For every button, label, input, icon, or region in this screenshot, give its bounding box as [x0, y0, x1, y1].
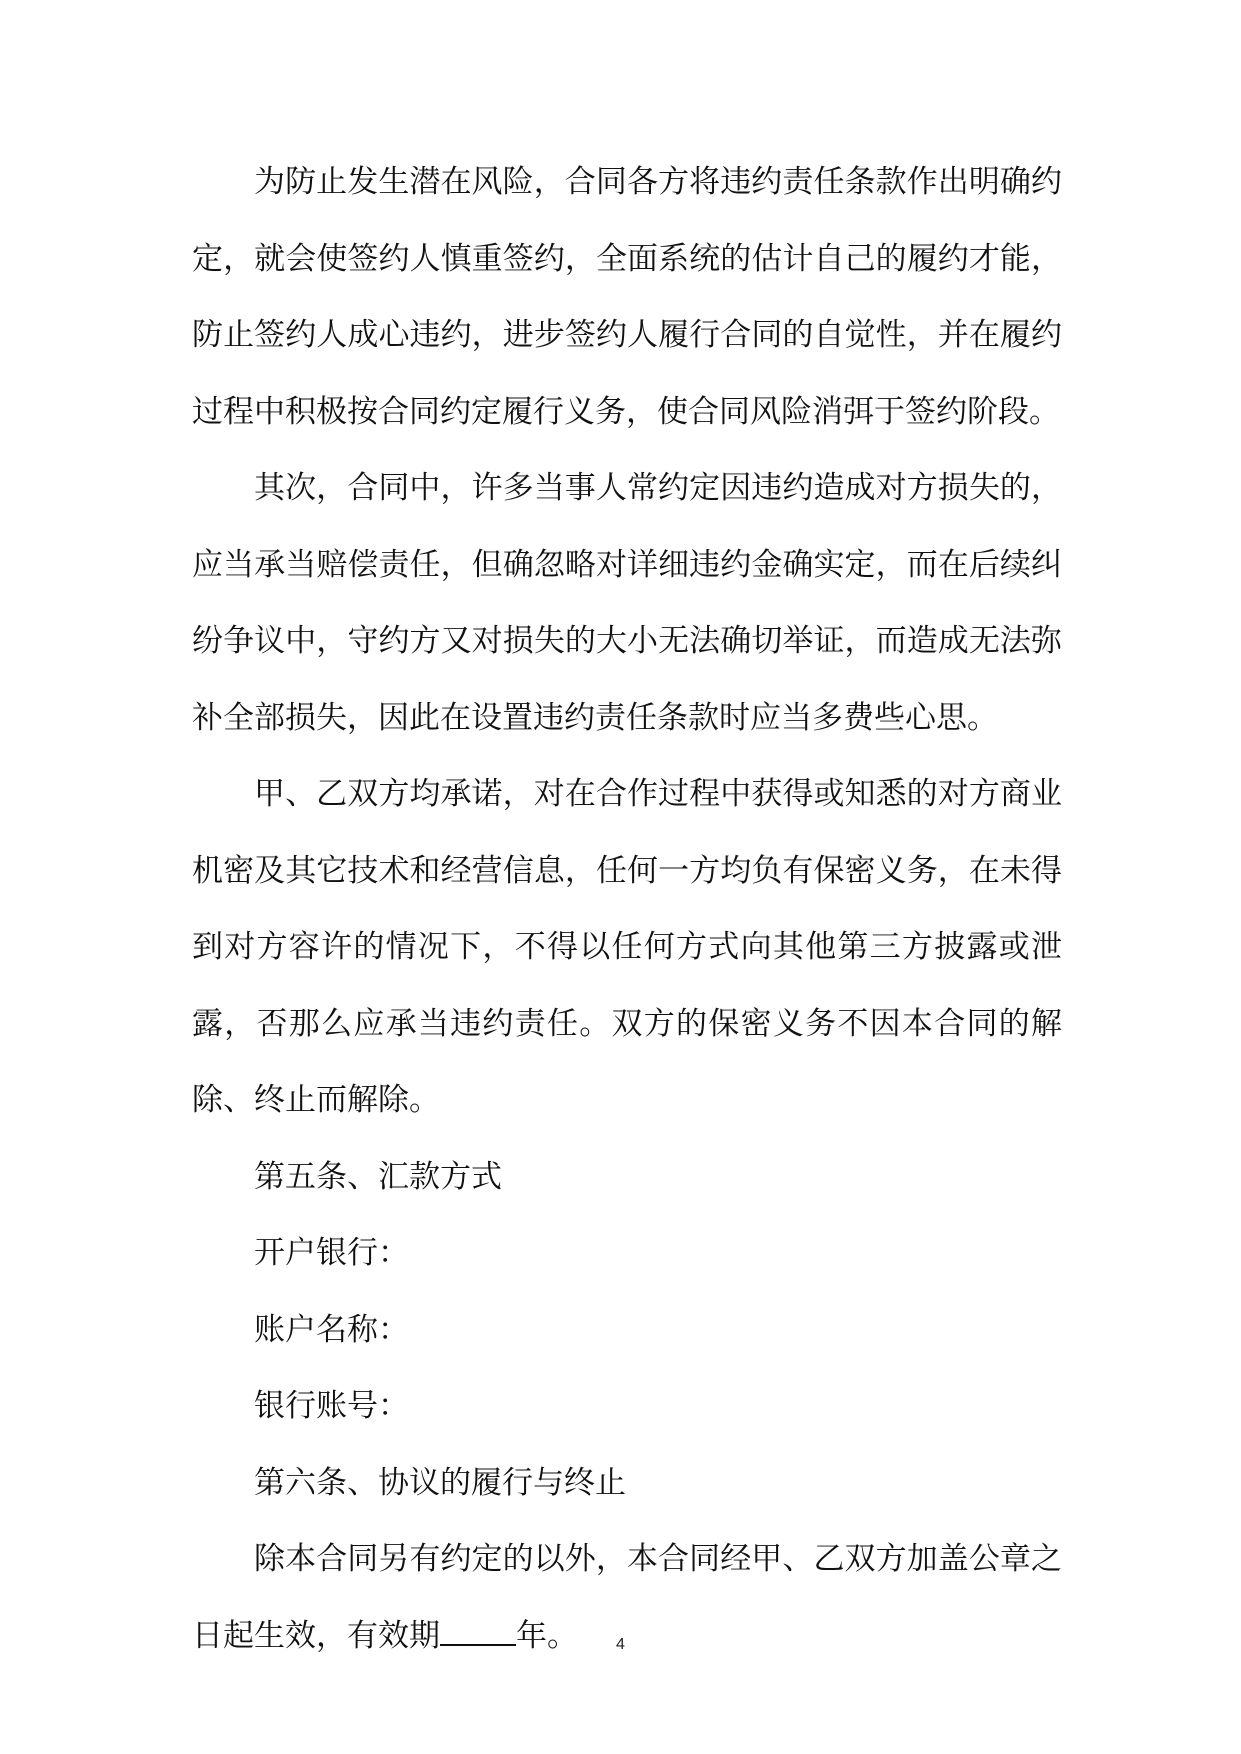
section-heading-payment-method: 第五条、汇款方式	[254, 1158, 502, 1195]
field-account-name: 账户名称：	[254, 1311, 409, 1348]
validity-unit: 年。	[516, 1617, 578, 1654]
field-bank-name: 开户银行：	[254, 1235, 409, 1271]
paragraph-damages: 其次，合同中，许多当事人常约定因违约造成对方损失的，应当承当赔偿责任，但确忽略对详细违约金确实定，而在后续纠纷争议中，守约方又对损失的大小无法确切举证，而造成无法弥补全部损失，因此在设置违约责任条款时应当多费些心思。	[192, 470, 1062, 736]
field-account-number: 银行账号：	[254, 1388, 409, 1424]
paragraph-confidentiality: 甲、乙双方均承诺，对在合作过程中获得或知悉的对方商业机密及其它技术和经营信息，任何一方均负有保密义务，在未得到对方容许的情况下，不得以任何方式向其他第三方披露或泄露，否那么应承当违约责任。双方的保密义务不因本合同的解除、终止而解除。	[192, 776, 1062, 1118]
paragraph-breach-liability: 为防止发生潜在风险，合同各方将违约责任条款作出明确约定，就会使签约人慎重签约，全面系统的估计自己的履约才能，防止签约人成心违约，进步签约人履行合同的自觉性，并在履约过程中积极按合同约定履行义务，使合同风险消弭于签约阶段。	[192, 164, 1062, 430]
body-text	[192, 144, 1062, 1674]
validity-text: 除本合同另有约定的以外，本合同经甲、乙双方加盖公章之日起生效，有效期	[192, 1541, 1062, 1654]
page-number: 4	[616, 1636, 625, 1653]
section-heading-performance-termination: 第六条、协议的履行与终止	[254, 1464, 626, 1501]
